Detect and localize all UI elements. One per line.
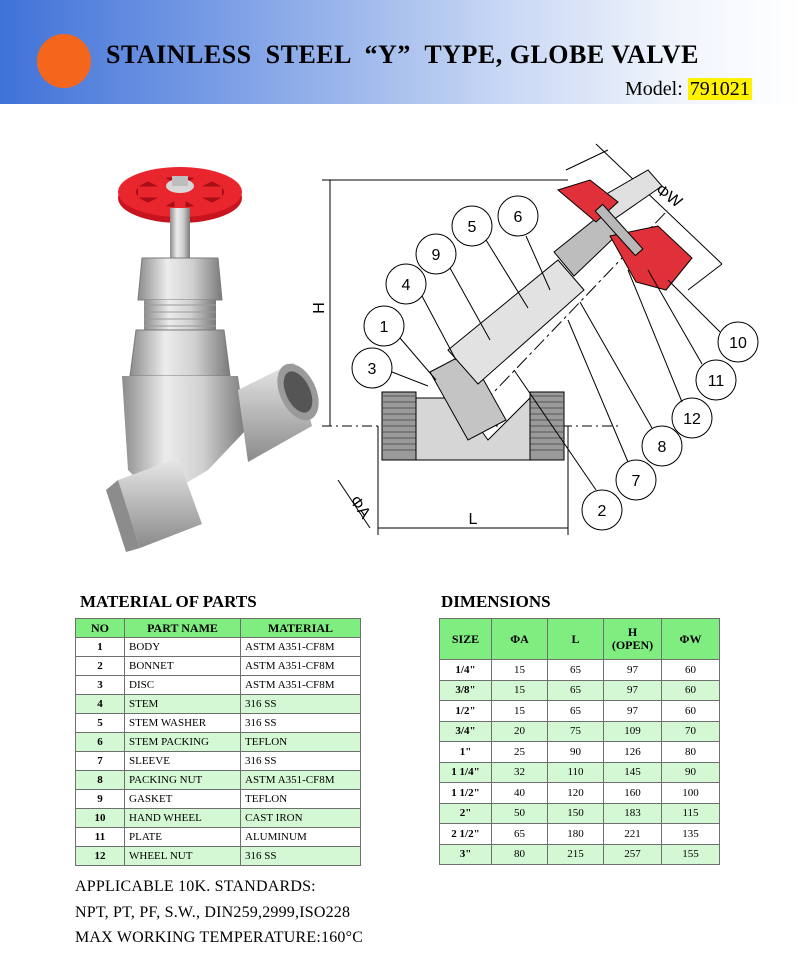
l: 150 — [548, 803, 604, 824]
l: 180 — [548, 824, 604, 845]
callout-11: 11 — [707, 373, 725, 390]
phi-w: 60 — [662, 660, 720, 681]
table-row — [76, 638, 361, 657]
part-name: BODY — [125, 638, 241, 657]
callout-2: 2 — [597, 503, 607, 520]
page-title: STAINLESS STEEL “Y” TYPE, GLOBE VALVE — [106, 40, 699, 69]
part-no: 6 — [76, 733, 125, 752]
table-row — [76, 733, 361, 752]
header-phi-w: ΦW — [662, 619, 720, 660]
valve-cross-section-drawing — [311, 140, 800, 550]
l: 215 — [548, 844, 604, 865]
l: 65 — [548, 680, 604, 701]
orange-dot-icon — [37, 34, 91, 88]
part-material: 316 SS — [241, 714, 361, 733]
part-name: STEM PACKING — [125, 733, 241, 752]
h: 97 — [604, 680, 662, 701]
header-material: MATERIAL — [241, 619, 361, 638]
size: 3/8" — [440, 680, 492, 701]
table-row — [76, 847, 361, 866]
callout-10: 10 — [729, 335, 747, 352]
model-line — [625, 78, 752, 101]
callout-3: 3 — [367, 361, 377, 378]
phi-a: 32 — [492, 762, 548, 783]
l: 110 — [548, 762, 604, 783]
part-no: 5 — [76, 714, 125, 733]
part-name: BONNET — [125, 657, 241, 676]
callout-9: 9 — [431, 247, 441, 264]
table-row — [76, 790, 361, 809]
thread-standards-note: NPT, PT, PF, S.W., DIN259,2999,ISO228 — [75, 904, 351, 921]
l: 120 — [548, 783, 604, 804]
part-material: ASTM A351-CF8M — [241, 657, 361, 676]
header-no: NO — [76, 619, 125, 638]
phi-a: 65 — [492, 824, 548, 845]
callout-12: 12 — [683, 411, 701, 428]
callout-6: 6 — [513, 209, 523, 226]
part-no: 8 — [76, 771, 125, 790]
phi-a: 15 — [492, 680, 548, 701]
callout-7: 7 — [631, 473, 641, 490]
part-material: TEFLON — [241, 733, 361, 752]
max-temperature-note: MAX WORKING TEMPERATURE:160°C — [75, 929, 364, 946]
table-row — [440, 660, 720, 681]
phi-a: 50 — [492, 803, 548, 824]
dimensions-title: DIMENSIONS — [441, 592, 551, 611]
table-row — [76, 676, 361, 695]
table-row — [76, 752, 361, 771]
part-material: 316 SS — [241, 695, 361, 714]
size: 1/4" — [440, 660, 492, 681]
header-h-open: (OPEN) — [611, 638, 654, 652]
phi-w: 60 — [662, 701, 720, 722]
header-banner — [0, 0, 800, 104]
phi-a: 40 — [492, 783, 548, 804]
callout-5: 5 — [467, 219, 477, 236]
part-material: CAST IRON — [241, 809, 361, 828]
part-name: GASKET — [125, 790, 241, 809]
part-name: STEM — [125, 695, 241, 714]
size: 2 1/2" — [440, 824, 492, 845]
table-row — [76, 714, 361, 733]
callout-1: 1 — [379, 319, 389, 336]
dimension-h: H — [311, 302, 328, 314]
size: 3" — [440, 844, 492, 865]
phi-a: 20 — [492, 721, 548, 742]
part-name: STEM WASHER — [125, 714, 241, 733]
table-row — [440, 680, 720, 701]
model-label: Model: — [625, 78, 688, 100]
phi-w: 70 — [662, 721, 720, 742]
part-no: 3 — [76, 676, 125, 695]
h: 160 — [604, 783, 662, 804]
part-material: 316 SS — [241, 847, 361, 866]
model-number: 791021 — [689, 78, 750, 100]
part-name: PACKING NUT — [125, 771, 241, 790]
dimension-l: L — [468, 511, 478, 528]
part-no: 10 — [76, 809, 125, 828]
part-no: 4 — [76, 695, 125, 714]
materials-table — [75, 618, 361, 866]
phi-a: 25 — [492, 742, 548, 763]
part-name: HAND WHEEL — [125, 809, 241, 828]
l: 90 — [548, 742, 604, 763]
part-no: 11 — [76, 828, 125, 847]
dimensions-header-row — [440, 619, 720, 660]
dimension-w: ΦW — [652, 181, 685, 212]
header-h — [604, 619, 662, 660]
h: 221 — [604, 824, 662, 845]
header-l: L — [548, 619, 604, 660]
phi-w: 60 — [662, 680, 720, 701]
l: 65 — [548, 701, 604, 722]
applicable-standards-note: APPLICABLE 10K. STANDARDS: — [75, 878, 316, 895]
phi-w: 80 — [662, 742, 720, 763]
size: 3/4" — [440, 721, 492, 742]
table-row — [440, 844, 720, 865]
phi-w: 100 — [662, 783, 720, 804]
size: 1 1/4" — [440, 762, 492, 783]
h: 257 — [604, 844, 662, 865]
table-row — [440, 824, 720, 845]
h: 109 — [604, 721, 662, 742]
table-row — [440, 783, 720, 804]
part-no: 2 — [76, 657, 125, 676]
table-row — [76, 809, 361, 828]
h: 183 — [604, 803, 662, 824]
part-no: 12 — [76, 847, 125, 866]
phi-w: 90 — [662, 762, 720, 783]
phi-a: 15 — [492, 701, 548, 722]
table-row — [76, 657, 361, 676]
phi-a: 15 — [492, 660, 548, 681]
table-row — [76, 695, 361, 714]
h: 97 — [604, 701, 662, 722]
phi-w: 115 — [662, 803, 720, 824]
h: 97 — [604, 660, 662, 681]
l: 65 — [548, 660, 604, 681]
valve-photo — [98, 140, 318, 560]
phi-w: 155 — [662, 844, 720, 865]
table-row — [440, 742, 720, 763]
part-material: ALUMINUM — [241, 828, 361, 847]
part-material: ASTM A351-CF8M — [241, 638, 361, 657]
part-material: ASTM A351-CF8M — [241, 676, 361, 695]
phi-a: 80 — [492, 844, 548, 865]
dimensions-table — [439, 618, 720, 865]
part-material: TEFLON — [241, 790, 361, 809]
part-material: ASTM A351-CF8M — [241, 771, 361, 790]
header-phi-a: ΦA — [492, 619, 548, 660]
part-material: 316 SS — [241, 752, 361, 771]
table-row — [440, 701, 720, 722]
header-part-name: PART NAME — [125, 619, 241, 638]
phi-w: 135 — [662, 824, 720, 845]
l: 75 — [548, 721, 604, 742]
size: 1" — [440, 742, 492, 763]
table-row — [440, 803, 720, 824]
part-no: 1 — [76, 638, 125, 657]
table-row — [76, 771, 361, 790]
size: 1 1/2" — [440, 783, 492, 804]
part-no: 7 — [76, 752, 125, 771]
part-name: DISC — [125, 676, 241, 695]
materials-header-row — [76, 619, 361, 638]
header-h-label: H — [627, 625, 638, 639]
part-name: WHEEL NUT — [125, 847, 241, 866]
h: 145 — [604, 762, 662, 783]
size: 2" — [440, 803, 492, 824]
table-row — [76, 828, 361, 847]
part-name: PLATE — [125, 828, 241, 847]
table-row — [440, 721, 720, 742]
callout-4: 4 — [401, 277, 411, 294]
h: 126 — [604, 742, 662, 763]
callout-8: 8 — [657, 439, 667, 456]
materials-title: MATERIAL OF PARTS — [80, 592, 257, 611]
size: 1/2" — [440, 701, 492, 722]
header-size: SIZE — [440, 619, 492, 660]
part-no: 9 — [76, 790, 125, 809]
dimension-a: ΦA — [346, 492, 374, 522]
table-row — [440, 762, 720, 783]
part-name: SLEEVE — [125, 752, 241, 771]
